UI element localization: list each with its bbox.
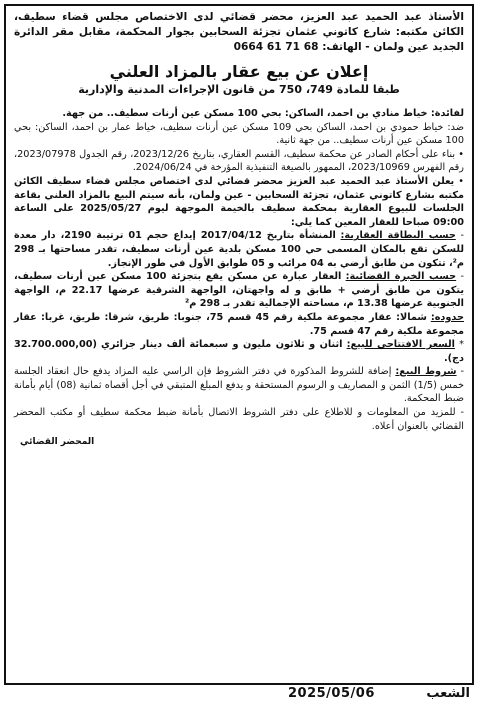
announcement-subtitle: طبقا للمادة 749، 750 من قانون الإجراءات المدنية والإدارية	[78, 83, 400, 96]
publication-date: 2025/05/06	[288, 686, 375, 701]
clipping-footer	[4, 686, 474, 703]
newspaper-name: الشعب	[426, 686, 470, 701]
conditions-paragraph: - شروط البيع: إضافة للشروط المذكورة في دفتر الشروط فإن الراسي عليه المزاد يدفع حال انعقاد الجلسة خمس (1/5) الثمن و المصاريف و الرسوم المستحقة و يدفع المبلغ المتبقي في أجل أقصاه ثمانية (08) أيام بأمانة ضبط المحكمة.	[14, 366, 465, 405]
announcement-title: إعلان عن بيع عقار بالمزاد العلني	[109, 62, 369, 81]
bailiff-signature: المحضر القضائي	[20, 437, 95, 448]
info-paragraph: - للمزيد من المعلومات و للاطلاع على دفتر الشروط الاتصال بأمانة ضبط محكمة سطيف أو مكتب المحضر القضائي بالعنوان أعلاه.	[14, 407, 464, 432]
price-paragraph: * السعر الافتتاحي للبيع: اثنان و ثلاثون مليون و سبعمائة ألف دينار جزائري (32.700.000,00 دج).	[14, 339, 464, 364]
expert-paragraph: - حسب الخبرة القضائية: العقار عبارة عن مسكن يقع بتجزئة 100 مسكن عين أرنات سطيف، يتكون من طابق أرضي + طابق و له واجهتان، الواجهة الشرقية عرضها 22.17 م، الواجهة الجنوبية عرضها 13.38 م، مساحته الإجمالية تقدر بـ 298 م²	[14, 271, 464, 310]
plaintiff-paragraph: لفائدة: خياط منادي بن احمد، الساكن: بحي 100 مسكن عين أرنات سطيف.. من جهة.	[62, 108, 464, 119]
signature-row	[14, 433, 464, 447]
cadastre-paragraph: - حسب البطاقة العقارية: المنشأة بتاريخ 2017/04/12 إيداع حجم 01 ترتيبة 2190، دار معدة للسكن تقع بالمكان المسمى حي 100 مسكن بلدية عين أرنات سطيف، تقدر مساحتها بـ 298 م²، تتكون من طابق أرضي به 04 مرائب و 05 طوابق الأول في طور الإنجاز.	[14, 230, 464, 269]
defendant-paragraph: ضد: خياط حمودي بن احمد، الساكن بحي 109 مسكن عين أرنات سطيف، خياط عمار بن احمد، الساكن: بحي 100 مسكن عين أرنات سطيف.. من جهة ثانية.	[14, 121, 464, 147]
lawyer-header: الأستاذ عبد الحميد عبد العزيز، محضر قضائي لدى الاختصاص مجلس قضاء سطيف، الكائن مكتبه: شارع كاتوني عثمان تجزئة السحابين بجوار المحكمة، مقابل مقر الدائرة الجديد عين ولمان - الهاتف: 68 71 61 0664	[14, 11, 464, 53]
announcement-frame	[4, 4, 474, 685]
judgment-paragraph: • بناء على أحكام الصادر عن محكمة سطيف، القسم العقاري، بتاريخ 2023/12/26، رقم الجدول 2023/07978، رقم الفهرس 2023/10969، الممهور بالصيغة التنفيذية المؤرخة في 2024/06/24.	[14, 148, 464, 174]
announcement-paragraph: • يعلن الأستاذ عبد الحميد عبد العزيز محضر قضائي لدى اختصاص مجلس قضاء سطيف الكائن مكتبه بشارع كاتوني عثمان، تجزئة السحابين - عين ولمان، بأنه سيتم البيع بالمزاد العلني بقاعة الجلسات للبيوع العقارية بمحكمة سطيف بالخيمة الموجهة ليوم 2025/05/27 على الساعة 09:00 صباحا للعقار المعين كما يلي:	[14, 175, 464, 228]
bounds-paragraph: حدوده: شمالا: عقار مجموعة ملكية رقم 45 قسم 75، جنوبا: طريق، شرقا: طريق، غربا: عقار مجموعة ملكية رقم 47 قسم 75.	[14, 311, 464, 337]
